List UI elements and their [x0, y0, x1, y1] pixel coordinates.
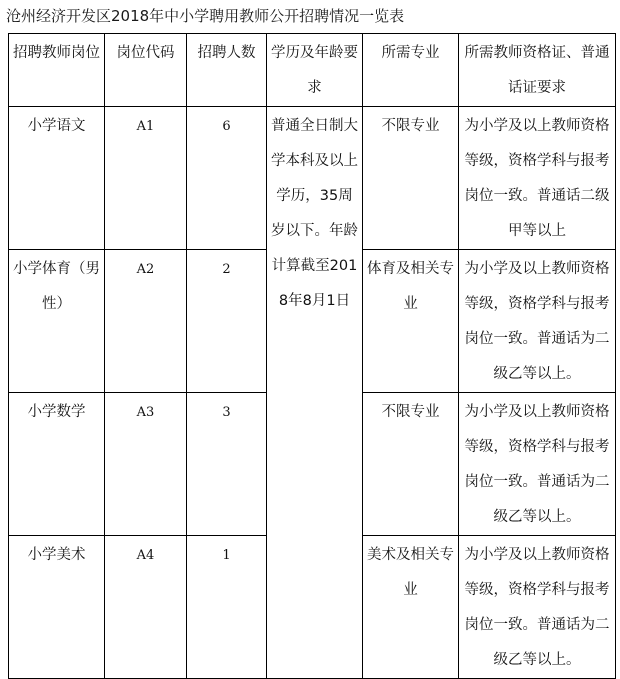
major-cell: 不限专业 — [363, 107, 459, 250]
count-cell: 1 — [187, 536, 267, 679]
code-cell: A1 — [105, 107, 187, 250]
cert-cell: 为小学及以上教师资格等级，资格学科与报考岗位一致。普通话为二级乙等以上。 — [459, 250, 616, 393]
header-position: 招聘教师岗位 — [9, 34, 105, 107]
header-major: 所需专业 — [363, 34, 459, 107]
count-cell: 3 — [187, 393, 267, 536]
code-cell: A2 — [105, 250, 187, 393]
count-cell: 2 — [187, 250, 267, 393]
major-cell: 体育及相关专业 — [363, 250, 459, 393]
code-cell: A3 — [105, 393, 187, 536]
position-cell: 小学美术 — [9, 536, 105, 679]
position-cell: 小学语文 — [9, 107, 105, 250]
header-education-age: 学历及年龄要求 — [267, 34, 363, 107]
header-cert: 所需教师资格证、普通话证要求 — [459, 34, 616, 107]
major-cell: 不限专业 — [363, 393, 459, 536]
page-title: 沧州经济开发区2018年中小学聘用教师公开招聘情况一览表 — [6, 7, 405, 25]
position-cell: 小学数学 — [9, 393, 105, 536]
header-code: 岗位代码 — [105, 34, 187, 107]
cert-cell: 为小学及以上教师资格等级，资格学科与报考岗位一致。普通话为二级乙等以上。 — [459, 536, 616, 679]
header-row — [9, 34, 616, 107]
count-cell: 6 — [187, 107, 267, 250]
cert-cell: 为小学及以上教师资格等级，资格学科与报考岗位一致。普通话二级甲等以上 — [459, 107, 616, 250]
table-row — [9, 107, 616, 250]
recruitment-table — [8, 33, 616, 679]
major-cell: 美术及相关专业 — [363, 536, 459, 679]
code-cell: A4 — [105, 536, 187, 679]
education-age-cell: 普通全日制大学本科及以上学历，35周岁以下。年龄计算截至2018年8月1日 — [267, 107, 363, 679]
cert-cell: 为小学及以上教师资格等级，资格学科与报考岗位一致。普通话为二级乙等以上。 — [459, 393, 616, 536]
header-count: 招聘人数 — [187, 34, 267, 107]
position-cell: 小学体育（男性） — [9, 250, 105, 393]
